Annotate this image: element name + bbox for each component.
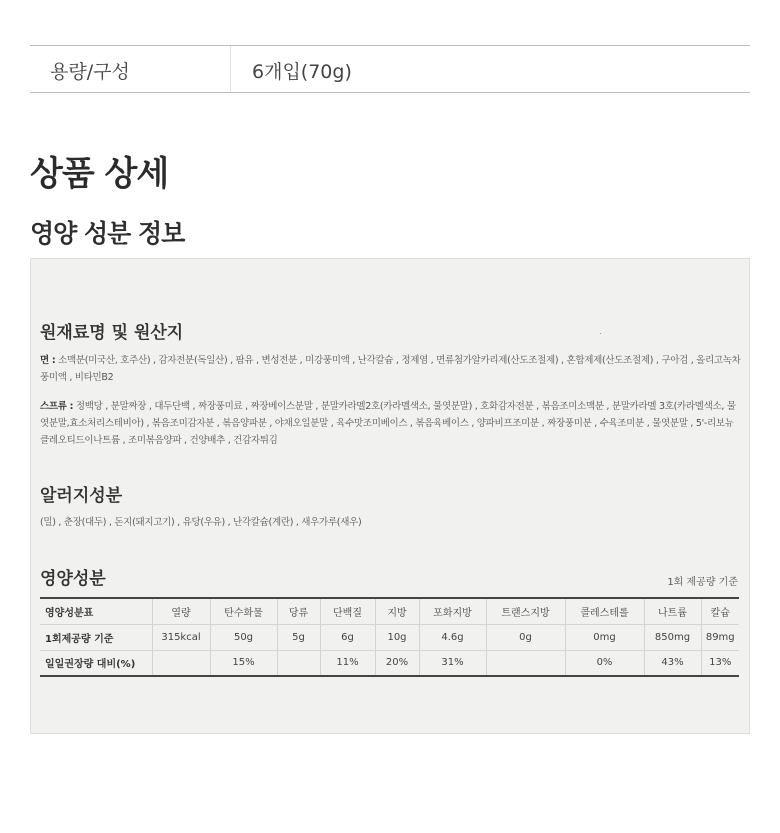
soup-text: 정백당 , 분말짜장 , 대두단백 , 짜장풍미료 , 짜장베이스분말 , 분말카라멜2호(카라멜색소, 물엿분말) , 호화감자전분 , 볶음조미소맥분 , 분말카라멜 3호(카라멜색소, 물엿분말,효소처리스테비아) , 볶음조미감자분 , 볶음양파분 , 야채오일분말 , 육수맛조미베이스 , 볶음육베이스 , 양파비프조미분 , 짜장풍미분 , 수육조미분 , 물엿분말 , 5'-리보뉴클레오티드이나트륨 , 조미볶음양파 , 건양배추 , 건감자튀김: [40, 401, 736, 446]
table-cell: [152, 650, 210, 676]
table-cell: 15%: [210, 650, 277, 676]
nutrition-panel: [30, 258, 750, 734]
table-header-cell: 열량: [152, 598, 210, 624]
spec-row: [30, 45, 750, 93]
spec-divider: [230, 46, 231, 92]
spec-value: 6개입(70g): [252, 61, 352, 83]
table-cell: 일일권장량 대비(%): [40, 650, 152, 676]
table-cell: 0mg: [565, 624, 644, 650]
table-cell: 11%: [320, 650, 375, 676]
table-cell: 10g: [375, 624, 419, 650]
noodle-ingredients: [40, 352, 742, 386]
table-cell: 5g: [277, 624, 320, 650]
allergy-title: 알러지성분: [40, 486, 123, 506]
product-detail-title: 상품 상세: [30, 154, 169, 194]
table-cell: 50g: [210, 624, 277, 650]
table-header-cell: 탄수화물: [210, 598, 277, 624]
table-header-cell: 영양성분표: [40, 598, 152, 624]
table-header-cell: 단백질: [320, 598, 375, 624]
table-cell: 0%: [565, 650, 644, 676]
nutrition-table: [40, 597, 739, 677]
table-header-cell: 나트륨: [644, 598, 701, 624]
table-header-cell: 지방: [375, 598, 419, 624]
table-header-cell: 콜레스테롤: [565, 598, 644, 624]
table-header-cell: 칼슘: [701, 598, 739, 624]
soup-ingredients: [40, 398, 742, 449]
soup-label: 스프류 :: [40, 401, 74, 412]
table-header-row: [40, 598, 739, 624]
allergy-text: (밀) , 춘장(대두) , 돈지(돼지고기) , 유당(우유) , 난각칼슘(계란) , 새우가루(새우): [40, 517, 362, 528]
table-row: [40, 650, 739, 676]
table-cell: 6g: [320, 624, 375, 650]
table-header-cell: 당류: [277, 598, 320, 624]
ingredients-title: 원재료명 및 원산지: [40, 323, 184, 343]
nutrition-facts-title: 영양성분: [40, 569, 106, 589]
table-cell: [277, 650, 320, 676]
noodle-label: 면 :: [40, 355, 56, 366]
table-cell: 89mg: [701, 624, 739, 650]
nutrition-info-title: 영양 성분 정보: [30, 219, 185, 248]
table-cell: 13%: [701, 650, 739, 676]
serving-basis: 1회 제공량 기준: [667, 577, 738, 588]
table-header-cell: 트랜스지방: [486, 598, 565, 624]
table-cell: [486, 650, 565, 676]
noodle-text: 소맥분(미국산, 호주산) , 감자전분(독일산) , 팜유 , 변성전분 , 미강풍미액 , 난각칼슘 , 정제염 , 면류첨가알카리제(산도조절제) , 혼합제제(산도조절제) , 구아검 , 올리고녹차풍미액 , 비타민B2: [40, 355, 741, 383]
table-cell: 20%: [375, 650, 419, 676]
table-row: [40, 624, 739, 650]
table-cell: 1회제공량 기준: [40, 624, 152, 650]
table-cell: 4.6g: [419, 624, 486, 650]
spec-key: 용량/구성: [50, 61, 130, 83]
table-cell: 43%: [644, 650, 701, 676]
stray-dot: [600, 333, 601, 334]
table-cell: 850mg: [644, 624, 701, 650]
table-cell: 31%: [419, 650, 486, 676]
table-cell: 0g: [486, 624, 565, 650]
table-header-cell: 포화지방: [419, 598, 486, 624]
table-cell: 315kcal: [152, 624, 210, 650]
